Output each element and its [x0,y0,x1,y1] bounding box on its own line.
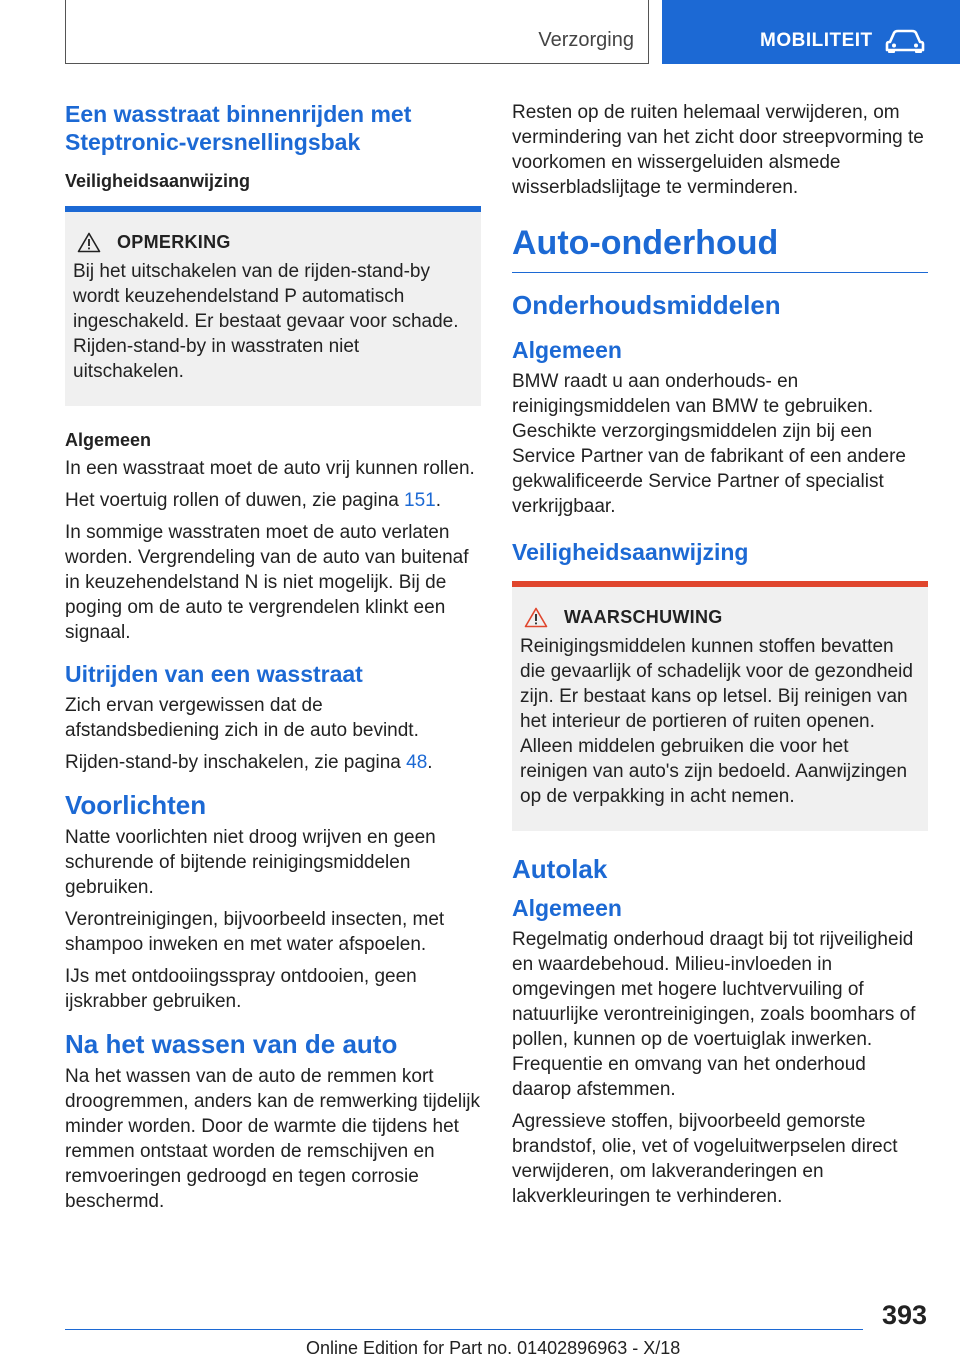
notice-text: Bij het uitschakelen van de rijden-stand-by wordt keuzehendelstand P automatisch ingeschakeld. Er bestaat gevaar voor schade. Rijden-stand-by in wasstraten niet uitschakelen. [73,261,459,382]
page-number: 393 [881,1300,927,1330]
paragraph: Regelmatig onderhoud draagt bij tot rijveiligheid en waardebehoud. Milieu-invloeden in omgevingen met hogere luchtvervuiling of natuurlijke verontreinigingen, zoals boomhars of pollen, kunnen op de voertuiglak inwerken. Frequentie en omvang van het onderhoud daarop afstemmen. [512,929,916,1100]
paragraph: Natte voorlichten niet droog wrijven en geen schurende of bijtende reinigingsmiddelen gebruiken. [65,827,436,898]
warning-heading: WAARSCHUWING [564,607,723,627]
notice-heading: OPMERKING [117,232,231,252]
paragraph: Resten op de ruiten helemaal verwijderen, om vermindering van het zicht door streepvorming te voorkomen en wissergeluiden alsmede wisserbladslijtage te verminderen. [512,102,924,198]
section-label: Verzorging [538,29,634,51]
paragraph: Verontreinigingen, bijvoorbeeld insecten, met shampoo inweken en met water afspoelen. [65,909,445,955]
heading-general: Algemeen [512,895,622,921]
heading-paint: Autolak [512,854,608,884]
heading-care-products: Onderhoudsmiddelen [512,290,781,320]
chapter-label: MOBILITEIT [760,30,873,51]
footer-divider [65,1329,863,1330]
car-icon [885,28,925,54]
notice-box [65,206,481,406]
warning-triangle-icon [77,232,101,253]
heading-safety: Veiligheidsaanwijzing [512,539,749,565]
page-link-151[interactable]: 151 [404,490,436,511]
heading-general: Algemeen [512,337,622,363]
header-section-tab [65,0,649,64]
heading-after-wash: Na het wassen van de auto [65,1029,398,1059]
page-link-48[interactable]: 48 [406,752,428,773]
heading-exit-carwash: Uitrijden van een wasstraat [65,661,363,687]
paragraph: In sommige wasstraten moet de auto verlaten worden. Vergrendeling van de auto van buitenaf in keuzehendelstand N is niet mogelijk. Bij de poging om de auto te vergrendelen klinkt een signaal. [65,522,469,643]
header-chapter-tab [662,0,960,64]
section-title: Een wasstraat binnenrijden met Steptronic-versnellingsbak [65,101,412,155]
right-column [512,100,928,1216]
left-column [65,100,481,1221]
paragraph: Agressieve stoffen, bijvoorbeeld gemorste brandstof, olie, vet of vogeluitwerpselen direct verwijderen, om lakveranderingen en lakverkleuringen te verhinderen. [512,1111,898,1207]
paragraph: Zich ervan vergewissen dat de afstandsbediening zich in de auto bevindt. [65,695,419,741]
heading-headlights: Voorlichten [65,790,207,820]
paragraph-with-link: Rijden-stand-by inschakelen, zie pagina 48. [65,752,433,773]
paragraph-with-link: Het voertuig rollen of duwen, zie pagina 151. [65,490,442,511]
paragraph: BMW raadt u aan onderhouds- en reinigingsmiddelen van BMW te gebruiken. Geschikte verzorgingsmiddelen zijn bij een Service Partner van de fabrikant of een andere gekwalificeerde Service Partner of specialist verkrijgbaar. [512,371,906,517]
general-label: Algemeen [65,430,152,450]
warning-text: Reinigingsmiddelen kunnen stoffen bevatten die gevaarlijk of schadelijk voor de gezondheid zijn. Er bestaat kans op letsel. Bij reinigen van het interieur de portieren of ruiten openen. Alleen middelen gebruiken die voor het reinigen van auto's zijn bedoeld. Aanwijzingen op de verpakking in acht nemen. [520,636,913,807]
paragraph: Na het wassen van de auto de remmen kort droogremmen, anders kan de remwerking tijdelijk minder worden. Door de warmte die tijdens het remmen ontstaat worden de remschijven en remvoeringen gedroogd en tegen corrosie beschermd. [65,1066,481,1212]
safety-label: Veiligheidsaanwijzing [65,171,251,191]
footer-edition: Online Edition for Part no. 01402896963 - X/18 [306,1338,681,1358]
paragraph: IJs met ontdooiingsspray ontdooien, geen ijskrabber gebruiken. [65,966,417,1012]
chapter-heading-car-care: Auto-onderhoud [512,222,928,273]
paragraph: In een wasstraat moet de auto vrij kunnen rollen. [65,458,475,479]
warning-triangle-icon [524,607,548,628]
warning-box [512,581,928,831]
